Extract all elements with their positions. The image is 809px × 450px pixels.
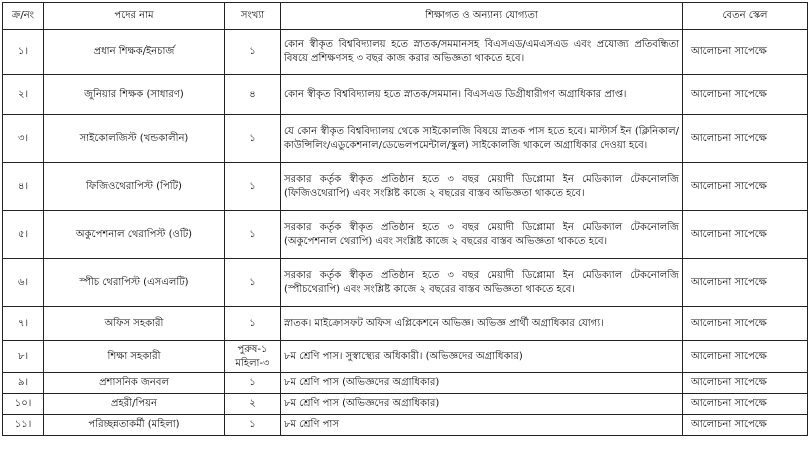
cell-pay-scale: আলোচনা সাপেক্ষে <box>683 30 808 75</box>
table-row <box>3 75 808 115</box>
cell-serial: ৯। <box>3 373 44 394</box>
cell-post-name: পরিচ্ছন্নতাকর্মী (মহিলা) <box>44 415 225 436</box>
cell-qualification: সরকার কর্তৃক স্বীকৃত প্রতিষ্ঠান হতে ৩ বছর মেয়াদী ডিপ্লোমা ইন মেডিক্যাল টেকনোলজি (অকুপেশনাল থেরাপি) এবং সংশ্লিষ্ট কাজে ২ বছরের বাস্তব অভিজ্ঞতা থাকতে হবে। <box>281 211 683 259</box>
table-row <box>3 394 808 415</box>
cell-serial: ২। <box>3 75 44 115</box>
cell-serial: ৮। <box>3 341 44 373</box>
cell-post-name: ফিজিওথেরাপিস্ট (পিটি) <box>44 163 225 211</box>
cell-serial: ৭। <box>3 307 44 341</box>
table-row <box>3 341 808 373</box>
cell-count: পুরুষ-১ মহিলা-৩ <box>225 341 281 373</box>
cell-post-name: অফিস সহকারী <box>44 307 225 341</box>
cell-post-name: শিক্ষা সহকারী <box>44 341 225 373</box>
cell-count: ১ <box>225 115 281 163</box>
cell-count: ৪ <box>225 75 281 115</box>
cell-count: ১ <box>225 373 281 394</box>
cell-qualification: স্নাতক। মাইক্রোসফট অফিস এপ্লিকেশনে অভিজ্ঞ। অভিজ্ঞ প্রার্থী অগ্রাধিকার যোগ্য। <box>281 307 683 341</box>
table-row <box>3 115 808 163</box>
table-row <box>3 211 808 259</box>
cell-qualification: ৮ম শ্রেণি পাস <box>281 415 683 436</box>
cell-qualification: ৮ম শ্রেণি পাস (অভিজ্ঞদের অগ্রাধিকার) <box>281 373 683 394</box>
cell-count: ১ <box>225 415 281 436</box>
header-pay-scale: বেতন স্কেল <box>683 3 808 30</box>
cell-serial: ১। <box>3 30 44 75</box>
cell-pay-scale: আলোচনা সাপেক্ষে <box>683 394 808 415</box>
table-row <box>3 307 808 341</box>
cell-pay-scale: আলোচনা সাপেক্ষে <box>683 163 808 211</box>
cell-pay-scale: আলোচনা সাপেক্ষে <box>683 115 808 163</box>
cell-count: ১ <box>225 30 281 75</box>
table-row <box>3 30 808 75</box>
cell-qualification: সরকার কর্তৃক স্বীকৃত প্রতিষ্ঠান হতে ৩ বছর মেয়াদী ডিপ্লোমা ইন মেডিক্যাল টেকনোলজি (স্পীচথেরাপি) এবং সংশ্লিষ্ট কাজে ২ বছরের বাস্তব অভিজ্ঞতা থাকতে হবে। <box>281 259 683 307</box>
cell-qualification: ৮ম শ্রেণি পাস। সুস্বাস্থ্যের অধিকারী। (অভিজ্ঞদের অগ্রাধিকার) <box>281 341 683 373</box>
cell-post-name: প্রশাসনিক জনবল <box>44 373 225 394</box>
cell-count: ২ <box>225 394 281 415</box>
table-row <box>3 163 808 211</box>
cell-post-name: সাইকোলজিস্ট (খন্ডকালীন) <box>44 115 225 163</box>
cell-pay-scale: আলোচনা সাপেক্ষে <box>683 415 808 436</box>
cell-count: ১ <box>225 211 281 259</box>
header-qualification: শিক্ষাগত ও অন্যান্য যোগ্যতা <box>281 3 683 30</box>
table-header-row <box>3 3 808 30</box>
cell-qualification: সরকার কর্তৃক স্বীকৃত প্রতিষ্ঠান হতে ৩ বছর মেয়াদী ডিপ্লোমা ইন মেডিক্যাল টেকনোলজি (ফিজিওথেরাপি) এবং সংশ্লিষ্ট কাজে ২ বছরের বাস্তব অভিজ্ঞতা থাকতে হবে। <box>281 163 683 211</box>
cell-qualification: কোন স্বীকৃত বিশ্ববিদ্যালয় হতে স্নাতক/সমমানসহ বিএসএড/এমএসএড এবং প্রযোজ্য প্রতিবন্ধিতা বিষয়ে প্রশিক্ষণসহ ৩ বছর কাজ করার অভিজ্ঞতা থাকতে হবে। <box>281 30 683 75</box>
cell-serial: ৪। <box>3 163 44 211</box>
table-row <box>3 415 808 436</box>
cell-post-name: জুনিয়ার শিক্ষক (সাধারণ) <box>44 75 225 115</box>
job-vacancy-table <box>2 2 808 436</box>
cell-post-name: প্রধান শিক্ষক/ইনচার্জ <box>44 30 225 75</box>
table-row <box>3 373 808 394</box>
table-row <box>3 259 808 307</box>
header-serial: ক্র/নং <box>3 3 44 30</box>
cell-post-name: স্পীচ থেরাপিস্ট (এসএলটি) <box>44 259 225 307</box>
cell-pay-scale: আলোচনা সাপেক্ষে <box>683 75 808 115</box>
cell-qualification: যে কোন স্বীকৃত বিশ্ববিদ্যালয় থেকে সাইকোলজি বিষয়ে স্নাতক পাস হতে হবে। মাস্টার্স ইন (ক্লিনিকাল/কাউন্সিলিং/এডুকেশনাল/ডেভেলপমেন্টাল/স্কুল) সাইকোলজি থাকলে অগ্রাধিকার দেওয়া হবে। <box>281 115 683 163</box>
cell-pay-scale: আলোচনা সাপেক্ষে <box>683 373 808 394</box>
cell-qualification: কোন স্বীকৃত বিশ্ববিদ্যালয় হতে স্নাতক/সমমান। বিএসএড ডিগ্রীধারীগণ অগ্রাধিকার প্রাপ্ত। <box>281 75 683 115</box>
cell-post-name: অকুপেশনাল থেরাপিস্ট (ওটি) <box>44 211 225 259</box>
header-post-name: পদের নাম <box>44 3 225 30</box>
cell-count: ১ <box>225 163 281 211</box>
cell-serial: ৬। <box>3 259 44 307</box>
cell-serial: ১১। <box>3 415 44 436</box>
cell-count: ১ <box>225 307 281 341</box>
cell-pay-scale: আলোচনা সাপেক্ষে <box>683 307 808 341</box>
cell-post-name: প্রহরী/পিয়ন <box>44 394 225 415</box>
header-count: সংখ্যা <box>225 3 281 30</box>
cell-count: ১ <box>225 259 281 307</box>
cell-pay-scale: আলোচনা সাপেক্ষে <box>683 211 808 259</box>
cell-pay-scale: আলোচনা সাপেক্ষে <box>683 259 808 307</box>
cell-pay-scale: আলোচনা সাপেক্ষে <box>683 341 808 373</box>
cell-serial: ১০। <box>3 394 44 415</box>
cell-serial: ৩। <box>3 115 44 163</box>
cell-qualification: ৮ম শ্রেণি পাস (অভিজ্ঞদের অগ্রাধিকার) <box>281 394 683 415</box>
cell-serial: ৫। <box>3 211 44 259</box>
